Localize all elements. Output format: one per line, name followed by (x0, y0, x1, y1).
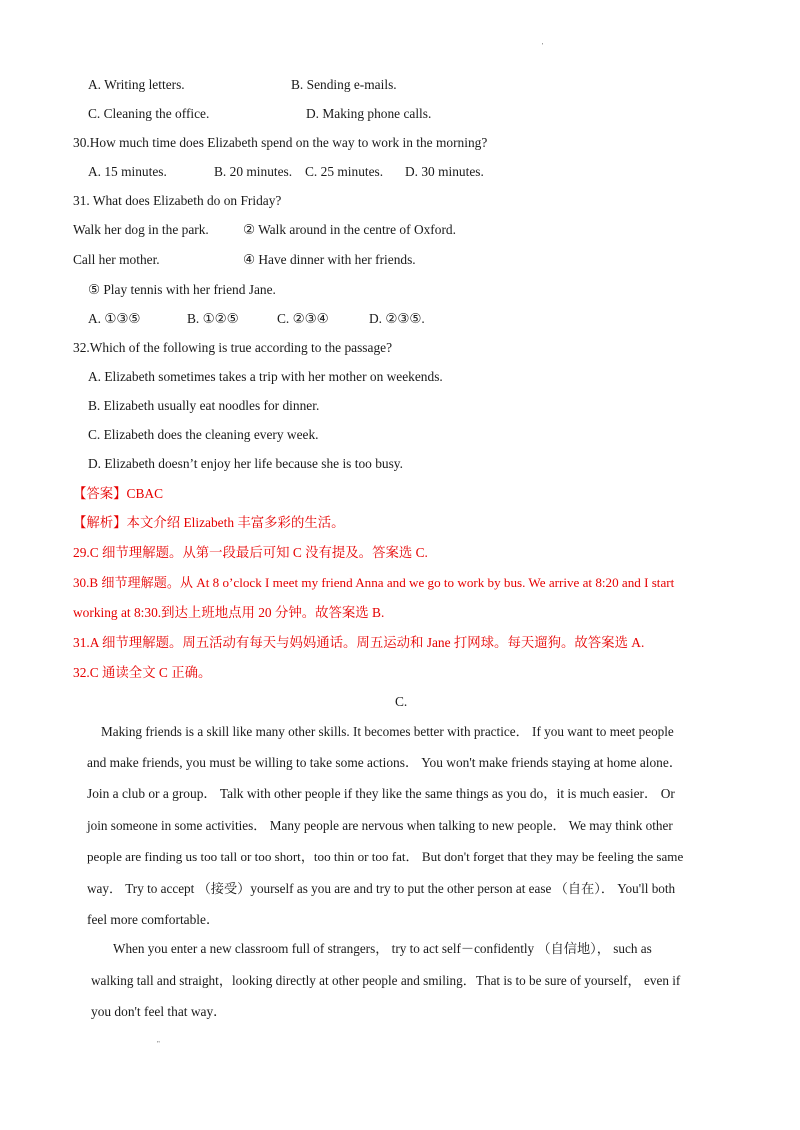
q31-item-5: ⑤ Play tennis with her friend Jane. (88, 282, 276, 297)
q31-question: 31. What does Elizabeth do on Friday? (73, 193, 282, 208)
para1-line-5: people are finding us too tall or too short，too thin or too fat． But don't forget that they may be feeling the same (87, 849, 684, 864)
para2-line-2: walking tall and straight，looking directly at other people and smiling．That is to be sure of yourself， even if (91, 973, 681, 988)
para1-line-3: Join a club or a group． Talk with other people if they like the same things as you do，it is much easier． Or (87, 786, 675, 801)
q30-option-c: C. 25 minutes. (305, 164, 384, 179)
q32-question: 32.Which of the following is true according to the passage? (73, 340, 393, 355)
para1-line-6: way． Try to accept （接受）yourself as you are and try to put the other person at ease （自在）． You'll both (87, 881, 676, 896)
q30-option-b: B. 20 minutes. (214, 164, 293, 179)
q32-option-b: B. Elizabeth usually eat noodles for dinner. (88, 398, 320, 413)
answer-key: 【答案】CBAC (73, 486, 164, 501)
answer-analysis: 【解析】本文介绍 Elizabeth 丰富多彩的生活。 (73, 515, 345, 530)
q32-option-a: A. Elizabeth sometimes takes a trip with her mother on weekends. (88, 369, 443, 384)
q31-option-a: A. ①③⑤ (88, 311, 141, 326)
para1-line-4: join someone in some activities． Many people are nervous when talking to new people． We may think other (87, 818, 673, 833)
q31-item-3: Call her mother. (73, 252, 160, 267)
answer-30-line-1: 30.B 细节理解题。从 At 8 o’clock I meet my friend Anna and we go to work by bus. We arrive at 8:20 and I start (73, 575, 675, 590)
para2-line-3: you don't feel that way． (91, 1004, 227, 1019)
q31-option-d: D. ②③⑤. (369, 311, 425, 326)
q32-option-d: D. Elizabeth doesn’t enjoy her life because she is too busy. (88, 456, 403, 471)
q30-option-a: A. 15 minutes. (88, 164, 167, 179)
q31-option-b: B. ①②⑤ (187, 311, 239, 326)
answer-32: 32.C 通读全文 C 正确。 (73, 665, 212, 680)
answer-30-line-2: working at 8:30.到达上班地点用 20 分钟。故答案选 B. (73, 605, 385, 620)
q31-option-c: C. ②③④ (277, 311, 329, 326)
para1-line-7: feel more comfortable． (87, 912, 220, 927)
para1-line-2: and make friends, you must be willing to take some actions． You won't make friends staying at home alone． (87, 755, 683, 770)
answer-29: 29.C 细节理解题。从第一段最后可知 C 没有提及。答案选 C. (73, 545, 428, 560)
q29-option-d: D. Making phone calls. (306, 106, 432, 121)
q30-option-d: D. 30 minutes. (405, 164, 484, 179)
q29-option-c: C. Cleaning the office. (88, 106, 210, 121)
q31-item-1: Walk her dog in the park. (73, 222, 209, 237)
page-mark-bottom: " (157, 1040, 160, 1048)
answer-31: 31.A 细节理解题。周五活动有每天与妈妈通话。周五运动和 Jane 打网球。每天遛狗。故答案选 A. (73, 635, 645, 650)
para2-line-1: When you enter a new classroom full of strangers， try to act self－confidently （自信地）， such as (113, 941, 652, 956)
q29-option-b: B. Sending e-mails. (291, 77, 397, 92)
q31-item-4: ④ Have dinner with her friends. (243, 252, 416, 267)
q29-option-a: A. Writing letters. (88, 77, 185, 92)
section-c-heading: C. (395, 694, 408, 709)
page-mark: ' (542, 42, 544, 50)
q30-question: 30.How much time does Elizabeth spend on the way to work in the morning? (73, 135, 488, 150)
q32-option-c: C. Elizabeth does the cleaning every week. (88, 427, 319, 442)
para1-line-1: Making friends is a skill like many other skills. It becomes better with practice． If you want to meet people (101, 724, 674, 739)
q31-item-2: ② Walk around in the centre of Oxford. (243, 222, 456, 237)
